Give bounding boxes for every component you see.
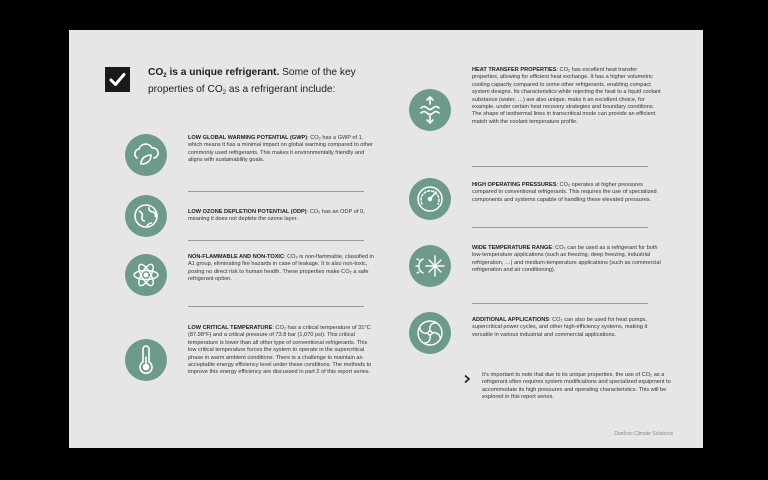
globe-icon: [125, 195, 167, 237]
divider: [188, 306, 364, 307]
heat-waves-icon: [409, 89, 451, 131]
chevron-right-icon: [462, 371, 472, 381]
pressure-gauge-icon: [409, 178, 451, 220]
sun-snowflake-icon: [409, 245, 451, 287]
heat-transfer-item: HEAT TRANSFER PROPERTIES: CO₂ has excellent heat transfer properties, allowing for efficient heat exchange. It has a higher volumetric cooling capacity compared to some other refrigerants, enabling compact system designs. Its characteristics while rejecting the heat to a liquid coolant substance (water, …) are also unique, make it an excellent choice, for example, under certain heat recovery strategies and boundary conditions. The shape of isothermal lines in transcritical mode can provide an efficient match with the coolant temperature profile.: [472, 67, 661, 125]
fan-icon: [409, 312, 451, 354]
intro-heading: $CO_2$ is a unique refrigerant. Some of the key properties of $CO_2$ as a refrigerant include:: [148, 67, 356, 96]
important-note: It's important to note that due to its unique properties, the use of CO₂ as a refrigerant often requires system modifications and specialized equipment to accommodate its high pressures and operating characteristics. This will be explored in this report series.: [482, 372, 671, 401]
divider: [472, 227, 648, 228]
atom-icon: [125, 254, 167, 296]
non-flammable-item: NON-FLAMMABLE AND NON-TOXIC: CO₂ is non-flammable, classified in A1 group, eliminating fire hazards in case of leakage. It is also non-toxic, posing no direct risk to human health. These properties make CO₂ a safe refrigerant option.: [188, 254, 374, 283]
cloud-leaf-icon: [125, 134, 167, 176]
checkmark-icon: [105, 67, 130, 92]
high-pressure-item: HIGH OPERATING PRESSURES: CO₂ operates at higher pressures compared to conventional refrigerants. This requires the use of specialized components and systems capable of handling these elevated pressures.: [472, 182, 657, 203]
footer-brand: Danfoss Climate Solutions: [614, 431, 673, 437]
thermometer-icon: [125, 339, 167, 381]
wide-temperature-item: WIDE TEMPERATURE RANGE: CO₂ can be used as a refrigerant for both low-temperature applications (such as freezing, deep freezing, industrial refrigeration, …) and medium-temperature applications (such as commercial refrigeration and air conditioning).: [472, 245, 661, 274]
divider: [188, 191, 364, 192]
divider: [472, 303, 648, 304]
critical-temperature-item: LOW CRITICAL TEMPERATURE: CO₂ has a critical temperature of 31°C (87.98°F) and a critical pressure of 73.8 bar (1,070 psi). This critical temperature is lower than all other type of conventional refrigerants. This low critical temperature forces the system to operate in the supercritical phase in warm ambient conditions. There is a challenge to maintain an acceptable energy efficiency level under these conditions. The methods to improve this energy efficiency are discussed in part 2 of this report series.: [188, 325, 372, 376]
odp-item: LOW OZONE DEPLETION POTENTIAL (ODP): CO₂ has an ODP of 0, meaning it does not deplete the ozone layer.: [188, 209, 365, 223]
gwp-item: LOW GLOBAL WARMING POTENTIAL (GWP): CO₂ has a GWP of 1, which means it has a minimal impact on global warming compared to other commonly used refrigerants. This makes it environmentally friendly and aligns with sustainability goals.: [188, 135, 373, 164]
document-page: [69, 30, 703, 448]
additional-applications-item: ADDITIONAL APPLICATIONS: CO₂ can also be used for heat pumps, supercritical power cycles, and other high-efficiency systems, making it versatile in various industrial and commercial applications.: [472, 317, 648, 338]
divider: [472, 166, 648, 167]
divider: [188, 240, 364, 241]
